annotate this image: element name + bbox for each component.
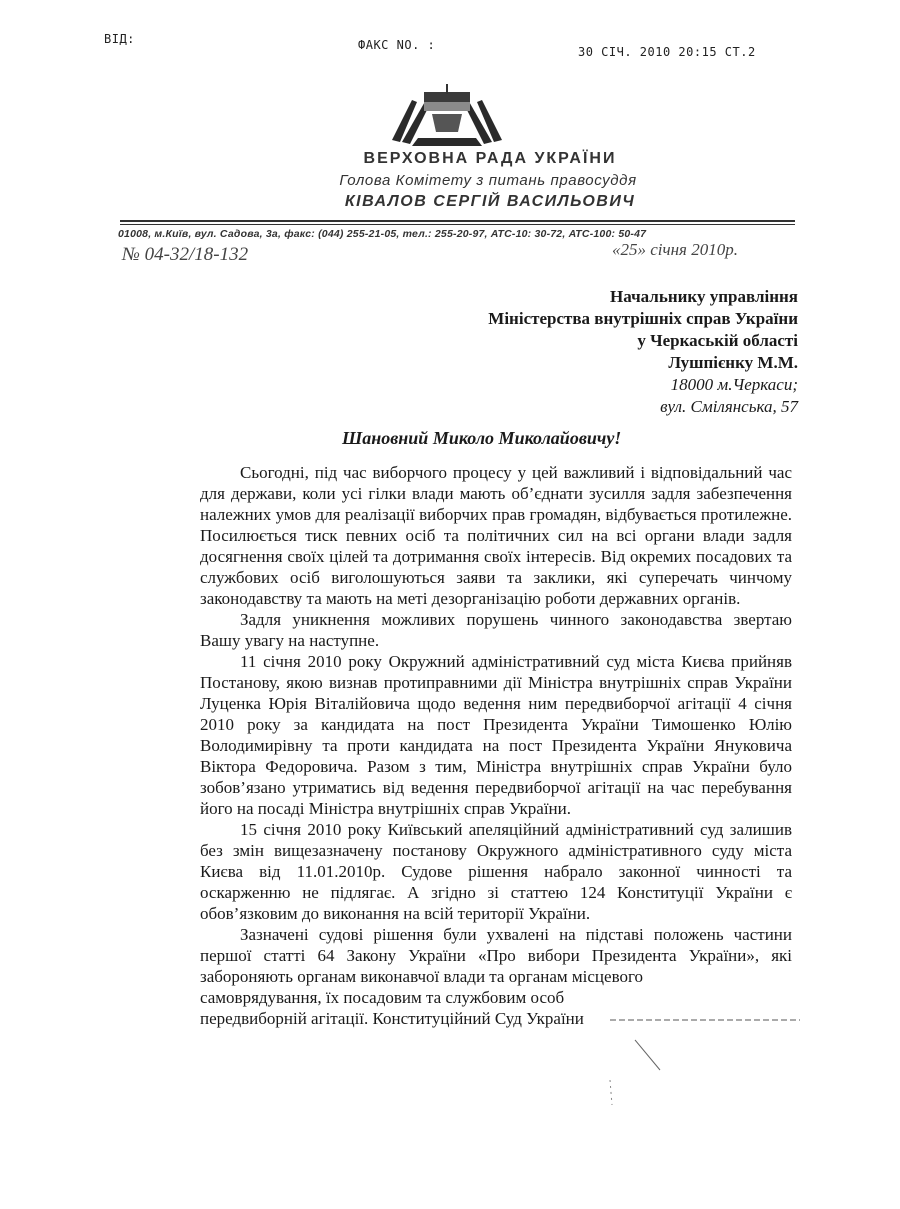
letterhead-name: КІВАЛОВ СЕРГІЙ ВАСИЛЬОВИЧ (344, 193, 636, 210)
letter-body (200, 462, 792, 1029)
addressee-city: 18000 м.Черкаси; (670, 375, 798, 394)
parliament-emblem-icon (372, 80, 522, 150)
registration-date: «25» січня 2010р. (612, 240, 738, 259)
addressee-line-1: Начальнику управління (610, 287, 798, 306)
letterhead-institution: ВЕРХОВНА РАДА УКРАЇНИ (363, 150, 617, 167)
registration-number: № 04-32/18-132 (122, 244, 249, 265)
body-paragraph: Зазначені судові рішення були ухвалені на підставі положень частини першої статті 64 Закону України «Про вибори Президента України», які забороняють органам виконавчої влади та органам місцевого (200, 925, 792, 986)
body-paragraph: 11 січня 2010 року Окружний адміністративний суд міста Києва прийняв Постанову, якою визнав протиправними дії Міністра внутрішніх справ України Луценка Юрія Віталійовича щодо ведення ним передвиборчої агітації 4 січня 2010 року за кандидата на пост Президента України Тимошенко Юлію Володимирівну та проти кандидата на пост Президента України Януковича Віктора Федоровича. Разом з тим, Міністра внутрішніх справ України було зобов’язано утриматись від ведення передвиборчої агітації на час перебування його на посаді Міністра внутрішніх справ України. (200, 652, 792, 818)
salutation: Шановний Миколо Миколайовичу! (342, 428, 622, 448)
letterhead-rule (120, 220, 795, 222)
body-trailing-line: передвиборній агітації. Конституційний Суд України (200, 1009, 584, 1028)
fax-number-label: ФАКС NO. : (358, 38, 436, 52)
letterhead-position: Голова Комітету з питань правосуддя (339, 172, 637, 189)
addressee-line-3: у Черкаській області (637, 331, 798, 350)
letterhead-rule-thin (120, 224, 795, 225)
addressee-name: Лушпієнку М.М. (668, 353, 798, 372)
fax-from-label: ВІД: (104, 32, 135, 46)
body-paragraph: Сьогодні, під час виборчого процесу у цей важливий і відповідальний час для держави, коли усі гілки влади мають об’єднати зусилля задля забезпечення належних умов для реалізації виборчих прав громадян, відбувається протилежне. Посилюється тиск певних осіб та політичних сил на всі органи влади задля досягнення своїх цілей та дотримання своїх інтересів. Від окремих посадових та службових осіб виголошуються заяви та заклики, які суперечать чинчому законодавству та мають на меті дезорганізацію роботи державних органів. (200, 463, 792, 608)
fax-artifact-marks (600, 1010, 810, 1110)
fax-datetime-page: 30 СІЧ. 2010 20:15 СТ.2 (578, 45, 756, 59)
body-paragraph: 15 січня 2010 року Київський апеляційний адміністративний суд залишив без змін вищезазначену постанову Окружного адміністративного суду міста Києва від 11.01.2010р. Судове рішення набрало законної чинності та оскарженню не підлягає. А згідно зі статтею 124 Конституції України є обов’язковим до виконання на всій території України. (200, 820, 792, 923)
addressee-street: вул. Смілянська, 57 (660, 397, 798, 416)
letterhead-address: 01008, м.Київ, вул. Садова, 3а, факс: (044) 255-21-05, тел.: 255-20-97, АТС-10: 30-72, АТС-100: 50-47 (118, 228, 647, 240)
body-paragraph: Задля уникнення можливих порушень чинного законодавства звертаю Вашу увагу на наступне. (200, 610, 792, 650)
addressee-line-2: Міністерства внутрішніх справ України (488, 309, 798, 328)
body-trailing-line: самоврядування, їх посадовим та службовим особ (200, 988, 565, 1007)
